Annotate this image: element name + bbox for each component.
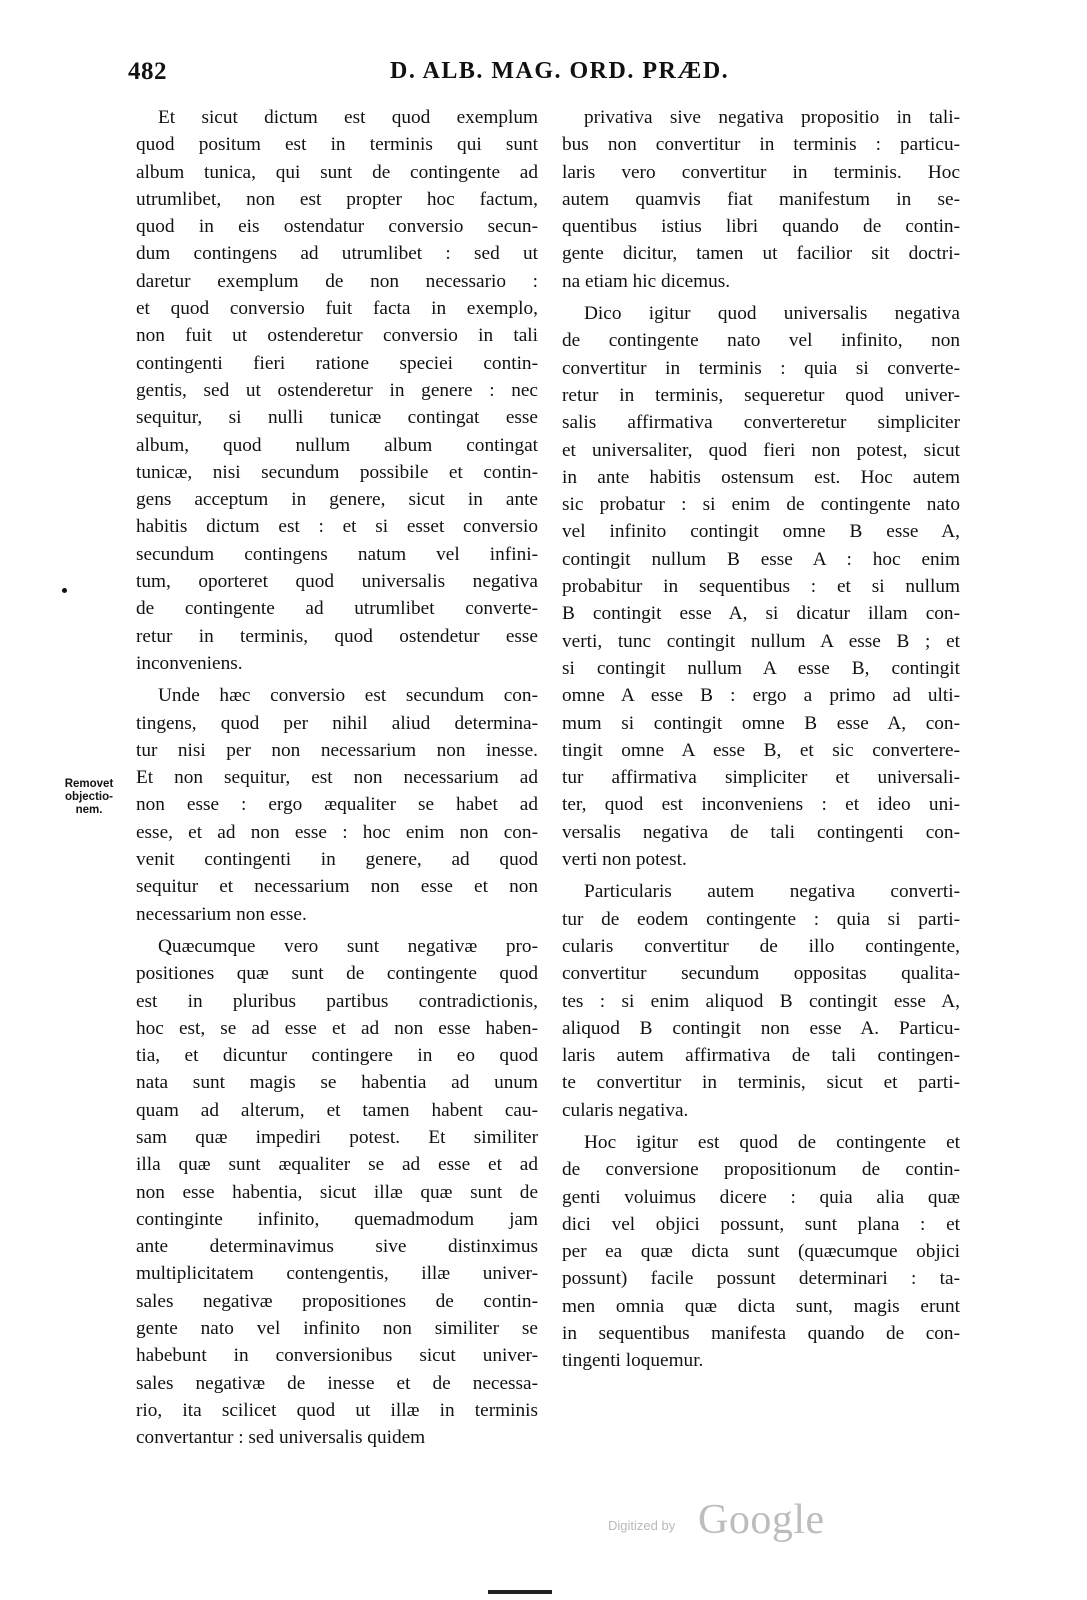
text-line: convertitur secundum oppositas qualita- xyxy=(562,963,960,985)
text-line: vel infinito contingit omne B esse A, xyxy=(562,521,960,543)
text-line: tur nisi per non necessarium non inesse. xyxy=(136,739,538,761)
text-line: dici vel objici possunt, sunt plana : et xyxy=(562,1213,960,1235)
text-line: Quæcumque vero sunt negativæ pro- xyxy=(158,935,538,957)
paragraph xyxy=(562,878,960,1124)
text-line: contingit nullum B esse A : hoc enim xyxy=(562,548,960,570)
text-line: quod positum est in terminis qui sunt xyxy=(136,134,538,156)
text-line: versalis negativa de tali contingenti con- xyxy=(562,821,960,843)
paragraph xyxy=(136,933,538,1452)
text-line: si contingit nullum A esse B, contingit xyxy=(562,657,960,679)
text-line: genti voluimus dicere : quia alia quæ xyxy=(562,1186,960,1208)
text-line: in ante habitis ostensum est. Hoc autem xyxy=(562,466,960,488)
text-line: te convertitur in terminis, sicut et parti- xyxy=(562,1072,960,1094)
text-line: album tunica, qui sunt de contingente ad xyxy=(136,161,538,183)
running-header xyxy=(128,58,958,92)
text-line: mum si contingit omne B esse A, con- xyxy=(562,712,960,734)
text-line: retur in terminis, quod ostendetur esse xyxy=(136,625,538,647)
text-line: in sequentibus manifesta quando de con- xyxy=(562,1323,960,1345)
text-line: est in pluribus partibus contradictionis, xyxy=(136,990,538,1012)
text-line: tur affirmativa simpliciter et universali- xyxy=(562,767,960,789)
text-line: nata sunt magis se habentia ad unum xyxy=(136,1072,538,1094)
text-line: quod in eis ostendatur conversio secun- xyxy=(136,216,538,238)
running-title: D. ALB. MAG. ORD. PRÆD. xyxy=(390,58,730,84)
text-line: retur in terminis, sequeretur quod univer- xyxy=(562,384,960,406)
text-line: possunt) facile possunt determinari : ta- xyxy=(562,1268,960,1290)
text-line: multiplicitatem contengentis, illæ univer- xyxy=(136,1263,538,1285)
text-line: non esse habentia, sicut illæ quæ sunt de xyxy=(136,1181,538,1203)
text-line: tunicæ, nisi secundum possibile et contin- xyxy=(136,461,538,483)
text-line: sam quæ impediri potest. Et similiter xyxy=(136,1126,538,1148)
text-line: contingenti fieri ratione speciei contin- xyxy=(136,352,538,374)
text-line: continginte infinito, quemadmodum jam xyxy=(136,1208,538,1230)
text-line: salis affirmativa converteretur simpliciter xyxy=(562,412,960,434)
text-line: habitis dictum est : et si esset conversio xyxy=(136,516,538,538)
left-column xyxy=(136,104,538,1457)
paragraph xyxy=(562,104,960,295)
text-line: tur de eodem contingente : quia si parti- xyxy=(562,908,960,930)
text-line: sales negativæ propositiones de contin- xyxy=(136,1290,538,1312)
text-line: positiones quæ sunt de contingente quod xyxy=(136,963,538,985)
text-line: gente nato vel infinito non similiter se xyxy=(136,1318,538,1340)
text-line: cularis negativa. xyxy=(562,1099,689,1121)
text-line: non fuit ut ostenderetur conversio in tali xyxy=(136,325,538,347)
paragraph xyxy=(136,682,538,928)
text-line: bus non convertitur in terminis : particu- xyxy=(562,134,960,156)
text-line: laris autem affirmativa de tali contingen- xyxy=(562,1045,960,1067)
text-line: autem quamvis fiat manifestum in se- xyxy=(562,188,960,210)
text-line: dum contingens ad utrumlibet : sed ut xyxy=(136,243,538,265)
text-line: tingens, quod per nihil aliud determina- xyxy=(136,712,538,734)
google-logo: Google xyxy=(698,1497,825,1543)
text-line: gentis, sed ut ostenderetur in genere : nec xyxy=(136,379,538,401)
text-line: Et non sequitur, est non necessarium ad xyxy=(136,767,538,789)
text-line: omne A esse B : ergo a primo ad ulti- xyxy=(562,685,960,707)
text-line: convertitur in terminis : quia si converte- xyxy=(562,357,960,379)
text-line: cularis convertitur de illo contingente, xyxy=(562,935,960,957)
text-line: esse, et ad non esse : hoc enim non con- xyxy=(136,821,538,843)
text-line: convertantur : sed universalis quidem xyxy=(136,1427,426,1449)
text-line: et universaliter, quod fieri non potest, sicut xyxy=(562,439,960,461)
text-line: daretur exemplum de non necessario : xyxy=(136,270,538,292)
margin-note-line: Removet xyxy=(64,778,114,790)
right-column xyxy=(562,104,960,1380)
text-line: ter, quod est inconveniens : et ideo uni- xyxy=(562,794,960,816)
margin-note-line: nem. xyxy=(75,804,103,816)
text-line: sequitur, si nulli tunicæ contingat esse xyxy=(136,407,538,429)
text-line: de conversione propositionum de contin- xyxy=(562,1159,960,1181)
text-line: verti non potest. xyxy=(562,849,687,871)
text-line: verti, tunc contingit nullum A esse B ; et xyxy=(562,630,960,652)
page-number: 482 xyxy=(128,58,167,85)
text-line: habebunt in conversionibus sicut univer- xyxy=(136,1345,538,1367)
text-line: Hoc igitur est quod de contingente et xyxy=(584,1131,960,1153)
text-line: de contingente nato vel infinito, non xyxy=(562,330,960,352)
text-line: tingit omne A esse B, et sic convertere- xyxy=(562,739,960,761)
text-line: album, quod nullum album contingat xyxy=(136,434,538,456)
text-line: secundum contingens natum vel infini- xyxy=(136,543,538,565)
digitized-watermark xyxy=(608,1496,838,1544)
margin-note-line: objectio- xyxy=(65,791,113,803)
digitized-by-text: Digitized by xyxy=(608,1518,676,1533)
text-line: non esse : ergo æqualiter se habet ad xyxy=(136,794,538,816)
text-line: hoc est, se ad esse et ad non esse haben- xyxy=(136,1017,538,1039)
margin-dot xyxy=(62,588,67,593)
text-line: Dico igitur quod universalis negativa xyxy=(584,303,960,325)
text-line: laris vero convertitur in terminis. Hoc xyxy=(562,161,960,183)
paragraph xyxy=(136,104,538,677)
text-line: privativa sive negativa propositio in tali- xyxy=(584,107,960,128)
text-line: Particularis autem negativa converti- xyxy=(584,881,960,903)
text-line: tum, oporteret quod universalis negativa xyxy=(136,571,538,593)
paragraph xyxy=(562,300,960,873)
text-line: sic probatur : si enim de contingente nato xyxy=(562,494,960,516)
text-line: men omnia quæ dicta sunt, magis erunt xyxy=(562,1295,960,1317)
text-line: probabitur in sequentibus : et si nullum xyxy=(562,576,960,598)
text-line: Unde hæc conversio est secundum con- xyxy=(158,685,538,707)
text-line: inconveniens. xyxy=(136,652,243,674)
text-line: B contingit esse A, si dicatur illam con- xyxy=(562,603,960,625)
text-line: de contingente ad utrumlibet converte- xyxy=(136,598,538,620)
text-line: necessarium non esse. xyxy=(136,903,307,925)
paragraph xyxy=(562,1129,960,1375)
text-line: tia, et dicuntur contingere in eo quod xyxy=(136,1045,538,1067)
bottom-rule xyxy=(488,1590,552,1594)
text-line: na etiam hic dicemus. xyxy=(562,270,731,292)
text-line: et quod conversio fuit facta in exemplo, xyxy=(136,298,538,320)
text-line: quam ad alterum, et tamen habent cau- xyxy=(136,1099,538,1121)
text-line: sales negativæ de inesse et de necessa- xyxy=(136,1372,538,1394)
text-line: Et sicut dictum est quod exemplum xyxy=(158,107,538,128)
text-line: illa quæ sunt æqualiter se ad esse et ad xyxy=(136,1154,538,1176)
text-line: tingenti loquemur. xyxy=(562,1350,704,1372)
text-line: tes : si enim aliquod B contingit esse A, xyxy=(562,990,960,1012)
text-line: ante determinavimus sive distinximus xyxy=(136,1236,538,1258)
text-line: rio, ita scilicet quod ut illæ in terminis xyxy=(136,1399,538,1421)
text-line: aliquod B contingit non esse A. Particu- xyxy=(562,1017,960,1039)
text-line: quentibus istius libri quando de contin- xyxy=(562,216,960,238)
margin-note xyxy=(52,778,126,817)
text-line: gens acceptum in genere, sicut in ante xyxy=(136,489,538,511)
text-line: sequitur et necessarium non esse et non xyxy=(136,876,538,898)
text-line: per ea quæ dicta sunt (quæcumque objici xyxy=(562,1241,960,1263)
text-line: venit contingenti in genere, ad quod xyxy=(136,849,538,871)
text-line: gente dicitur, tamen ut facilior sit doctri- xyxy=(562,243,960,265)
text-line: utrumlibet, non est propter hoc factum, xyxy=(136,188,538,210)
